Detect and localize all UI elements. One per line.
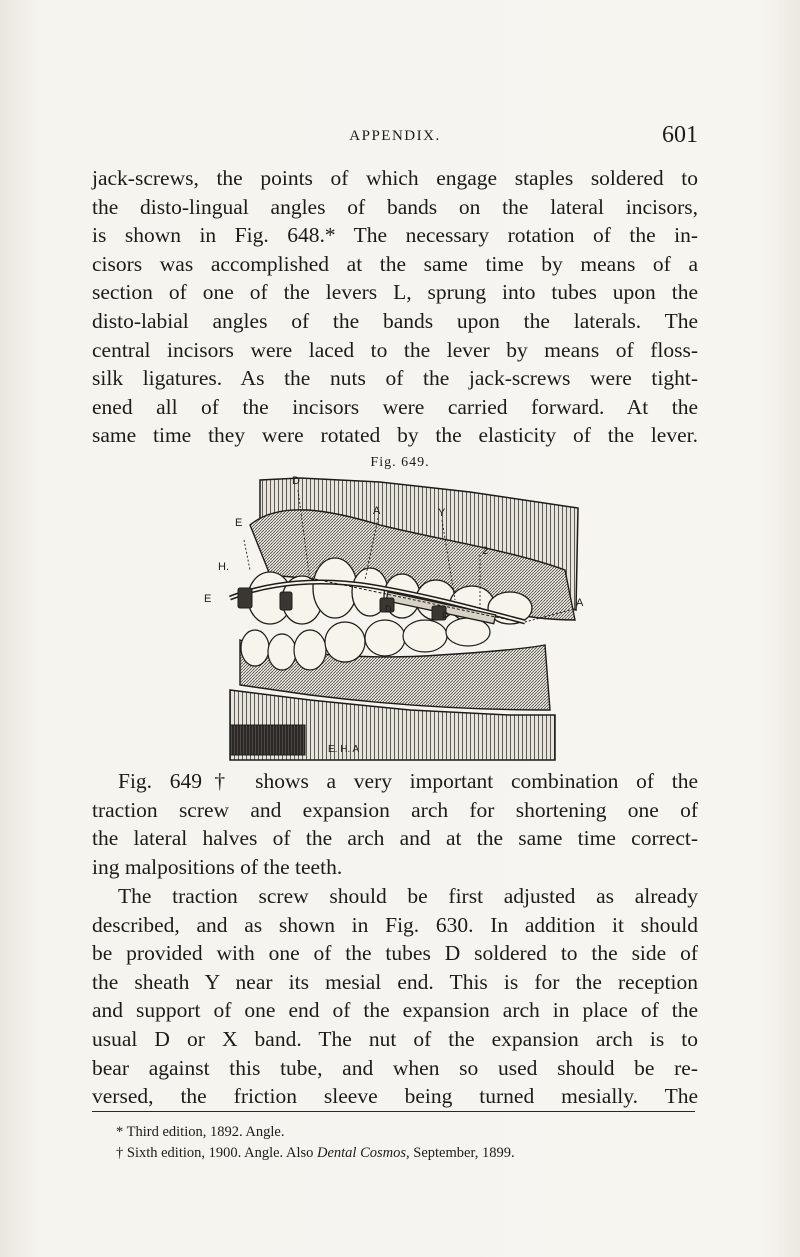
lower-base-dark: [230, 725, 305, 755]
text-line: the lateral halves of the arch and at the same time correct-: [92, 826, 698, 851]
label-y-top: Y: [438, 507, 446, 519]
text-line: ened all of the incisors were carried forward. At the: [92, 394, 698, 419]
text-line: the disto-lingual angles of bands on the lateral incisors,: [92, 194, 698, 219]
label-d-mid-1: D: [385, 604, 392, 614]
label-e-lower: E: [204, 593, 212, 605]
label-d-top: D: [292, 475, 300, 487]
label-a-top: A: [373, 505, 381, 517]
label-a-right: A: [576, 597, 584, 609]
label-2: 2: [482, 545, 489, 557]
footnote-second-prefix: † Sixth edition, 1900. Angle. Also: [116, 1145, 317, 1161]
running-head: APPENDIX.: [349, 128, 441, 144]
footnote-rule: [92, 1111, 695, 1112]
text-line: traction screw and expansion arch for shortening one of: [92, 797, 698, 822]
text-line: usual D or X band. The nut of the expansion arch is to: [92, 1026, 698, 1051]
text-line: bear against this tube, and when so used should be re-: [92, 1055, 698, 1080]
text-line: Fig. 649† shows a very important combination of the: [118, 769, 698, 793]
text-line: cisors was accomplished at the same time by means of a: [92, 251, 698, 276]
page-header: [90, 122, 700, 158]
footnote-second: [116, 1143, 696, 1164]
text-line: and support of one end of the expansion arch in place of the: [92, 998, 698, 1023]
engraver-signature: E. H. A: [328, 744, 360, 755]
text-line: versed, the friction sleeve being turned mesially. The: [92, 1084, 698, 1109]
text-line: described, and as shown in Fig. 630. In addition it should: [92, 912, 698, 937]
paragraph-bottom: [92, 882, 698, 1111]
text-line: silk ligatures. As the nuts of the jack-screws were tight-: [92, 366, 698, 391]
text-line: ing malpositions of the teeth.: [92, 854, 343, 879]
page-number: 601: [662, 122, 698, 148]
dental-appliance-figure: [204, 470, 590, 770]
text-line: disto-labial angles of the bands upon the laterals. The: [92, 308, 698, 333]
paragraph-top: [92, 164, 698, 450]
text-line: the sheath Y near its mesial end. This is for the reception: [92, 969, 698, 994]
label-h: H.: [218, 561, 229, 573]
text-line: is shown in Fig. 648.* The necessary rotation of the in-: [92, 223, 698, 248]
figure-caption: Fig. 649.: [370, 455, 430, 470]
text-line: section of one of the levers L, sprung into tubes upon the: [92, 280, 698, 305]
paragraph-middle: [92, 767, 698, 881]
text-line: The traction screw should be first adjusted as already: [118, 884, 698, 908]
label-e-upper: E: [235, 517, 243, 529]
footnote-first: * Third edition, 1892. Angle.: [116, 1124, 285, 1140]
footnote-second-suffix: September, 1899.: [409, 1145, 515, 1161]
text-line: same time they were rotated by the elasticity of the lever.: [92, 423, 698, 448]
text-line: be provided with one of the tubes D soldered to the side of: [92, 941, 698, 966]
label-d-mid-2: D: [442, 610, 449, 620]
footnote-journal-title: Dental Cosmos,: [317, 1145, 410, 1161]
text-line: jack-screws, the points of which engage staples soldered to: [92, 166, 698, 190]
footnotes: [116, 1122, 696, 1164]
text-line: central incisors were laced to the lever by means of floss-: [92, 337, 698, 362]
